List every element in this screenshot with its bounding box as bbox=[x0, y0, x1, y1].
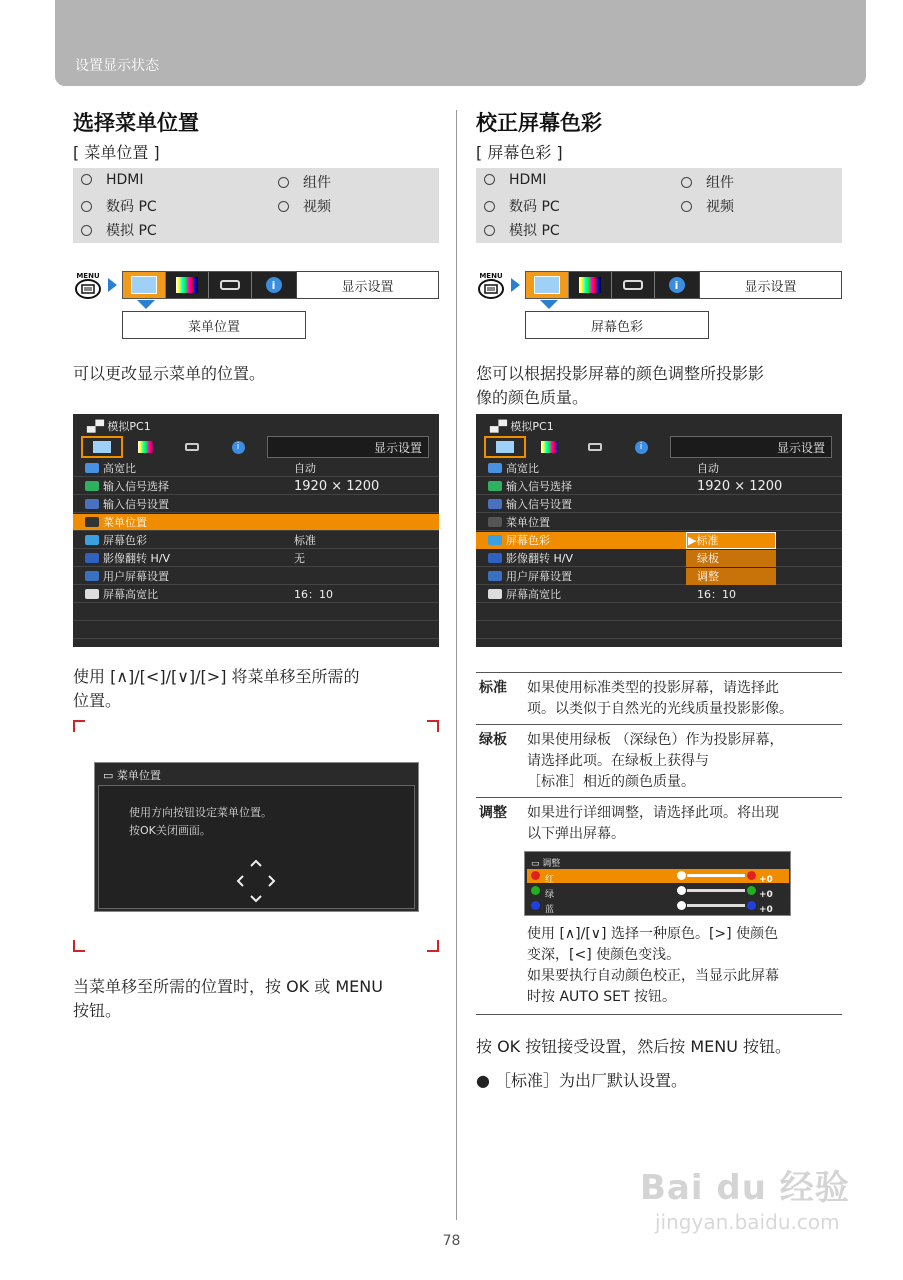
projector-icon: ▄▀ bbox=[490, 420, 511, 433]
circle-icon bbox=[484, 174, 495, 185]
color-bars-tab-icon bbox=[166, 272, 209, 298]
circle-icon bbox=[278, 177, 289, 188]
osd-projector-tab-icon bbox=[572, 436, 618, 458]
left-instruction-1: 使用 [∧]/[<]/[∨]/[>] 将菜单移至所需的 bbox=[73, 667, 360, 686]
section-title: 设置显示状态 bbox=[75, 58, 159, 74]
table-text: 以下弹出屏幕。 bbox=[527, 826, 625, 842]
table-row bbox=[476, 724, 842, 798]
green-dot-icon bbox=[747, 886, 756, 895]
bullet-icon: ● bbox=[476, 1071, 496, 1090]
osd-tab-label: 显示设置 bbox=[267, 436, 429, 458]
table-text: 请选择此项。在绿板上获得与 bbox=[527, 753, 709, 769]
watermark-logo: Bai du 经验 bbox=[640, 1168, 850, 1208]
arrow-right-icon bbox=[108, 278, 117, 292]
menu-button-icon bbox=[73, 270, 103, 300]
flip-icon bbox=[85, 553, 99, 563]
input-component: 组件 bbox=[681, 172, 734, 192]
left-final-1: 当菜单移至所需的位置时，按 OK 或 MENU bbox=[73, 977, 383, 996]
menu-position-icon bbox=[488, 517, 502, 527]
corner-mark bbox=[427, 720, 439, 732]
osd-row: 用户屏幕设置 bbox=[73, 568, 439, 585]
input-select-icon bbox=[488, 481, 502, 491]
right-bullet: ● ［标准］为出厂默认设置。 bbox=[476, 1071, 688, 1090]
projector-tab-icon bbox=[612, 272, 655, 298]
user-screen-icon bbox=[488, 571, 502, 581]
slider-knob bbox=[677, 901, 686, 910]
menu-position-dialog bbox=[94, 762, 419, 912]
osd-row: 屏幕高宽比 16：10 bbox=[73, 586, 439, 603]
osd-source: ▄▀ 模拟PC1 bbox=[87, 420, 151, 433]
display-tab-icon bbox=[123, 272, 166, 298]
circle-icon bbox=[681, 177, 692, 188]
input-digital-pc: 数码 PC bbox=[484, 196, 560, 216]
osd-row: 用户屏幕设置 调整 bbox=[476, 568, 842, 585]
table-key: 调整 bbox=[479, 805, 507, 821]
right-title: 校正屏幕色彩 bbox=[476, 111, 602, 135]
table-text: 如果使用绿板 （深绿色）作为投影屏幕， bbox=[527, 732, 784, 748]
corner-mark bbox=[73, 940, 85, 952]
input-hdmi: HDMI bbox=[81, 172, 144, 188]
osd-source: ▄▀ 模拟PC1 bbox=[490, 420, 554, 433]
circle-icon bbox=[484, 225, 495, 236]
slider-knob bbox=[677, 871, 686, 880]
input-component: 组件 bbox=[278, 172, 331, 192]
aspect-icon bbox=[488, 463, 502, 473]
right-description-2: 像的颜色质量。 bbox=[476, 388, 589, 407]
popup-row-green: 绿 +0 bbox=[527, 884, 789, 898]
adjust-note: 使用 [∧]/[∨] 选择一种原色。[>] 使颜色 bbox=[527, 926, 779, 942]
left-description: 可以更改显示菜单的位置。 bbox=[73, 364, 266, 383]
osd-row-empty bbox=[476, 604, 842, 621]
corner-mark bbox=[73, 720, 85, 732]
osd-row: 屏幕高宽比 16：10 bbox=[476, 586, 842, 603]
osd-row-selected: 屏幕色彩 ▶标准 bbox=[476, 532, 842, 549]
right-sub-label: 屏幕色彩 bbox=[525, 311, 709, 339]
osd-info-tab-icon: i bbox=[618, 436, 664, 458]
osd-menu-list bbox=[73, 460, 439, 647]
right-final: 按 OK 按钮接受设置，然后按 MENU 按钮。 bbox=[476, 1037, 792, 1056]
adjust-note: 如果要执行自动颜色校正，当显示此屏幕 bbox=[527, 968, 779, 984]
osd-color-tab-icon bbox=[123, 436, 169, 458]
down-arrow-icon bbox=[137, 300, 155, 309]
left-tab-label: 显示设置 bbox=[296, 271, 439, 299]
popup-title: ▭ 调整 bbox=[531, 859, 561, 869]
screen-aspect-icon bbox=[488, 589, 502, 599]
screen-color-icon bbox=[85, 535, 99, 545]
adjust-note: 时按 AUTO SET 按钮。 bbox=[527, 989, 677, 1005]
svg-text:MENU: MENU bbox=[479, 272, 503, 280]
slider-knob bbox=[677, 886, 686, 895]
slider-track bbox=[687, 904, 745, 907]
circle-icon bbox=[681, 201, 692, 212]
circle-icon bbox=[81, 225, 92, 236]
circle-icon bbox=[484, 201, 495, 212]
green-dot-icon bbox=[531, 886, 540, 895]
flip-icon bbox=[488, 553, 502, 563]
osd-row: 输入信号设置 bbox=[476, 496, 842, 513]
adjust-note: 变深，[<] 使颜色变浅。 bbox=[527, 947, 681, 963]
menu-position-icon bbox=[85, 517, 99, 527]
dialog-line-1: 使用方向按钮设定菜单位置。 bbox=[129, 806, 272, 819]
osd-row-empty bbox=[73, 622, 439, 639]
osd-display-tab-icon bbox=[81, 436, 123, 458]
osd-row-empty bbox=[73, 604, 439, 621]
dialog-title: ▭ 菜单位置 bbox=[103, 769, 161, 782]
display-tab-icon bbox=[526, 272, 569, 298]
left-final-2: 按钮。 bbox=[73, 1001, 122, 1020]
arrow-right-icon bbox=[511, 278, 520, 292]
osd-display-tab-icon bbox=[484, 436, 526, 458]
user-screen-icon bbox=[85, 571, 99, 581]
blue-dot-icon bbox=[747, 901, 756, 910]
circle-icon bbox=[81, 201, 92, 212]
left-title: 选择菜单位置 bbox=[73, 111, 199, 135]
osd-tab-label: 显示设置 bbox=[670, 436, 832, 458]
osd-row: 屏幕色彩 标准 bbox=[73, 532, 439, 549]
osd-projector-tab-icon bbox=[169, 436, 215, 458]
right-tab-bar bbox=[525, 271, 701, 299]
page-number: 78 bbox=[442, 1233, 461, 1249]
osd-row: 影像翻转 H/V 无 bbox=[73, 550, 439, 567]
osd-row: 高宽比 自动 bbox=[73, 460, 439, 477]
input-analog-pc: 模拟 PC bbox=[484, 220, 560, 240]
osd-row: 输入信号选择 1920 × 1200 bbox=[476, 478, 842, 495]
input-settings-icon bbox=[85, 499, 99, 509]
adjust-icon: ▭ bbox=[531, 859, 543, 869]
osd-row: 输入信号设置 bbox=[73, 496, 439, 513]
circle-icon bbox=[278, 201, 289, 212]
column-divider bbox=[456, 110, 457, 1220]
left-sub-label: 菜单位置 bbox=[122, 311, 306, 339]
menu-position-icon: ▭ bbox=[103, 769, 117, 782]
left-instruction-2: 位置。 bbox=[73, 691, 122, 710]
dialog-line-2: 按OK关闭画面。 bbox=[129, 824, 211, 837]
right-input-list bbox=[476, 168, 842, 243]
table-text: 项。以类似于自然光的光线质量投影影像。 bbox=[527, 701, 793, 717]
svg-text:MENU: MENU bbox=[76, 272, 100, 280]
table-key: 绿板 bbox=[479, 732, 507, 748]
right-tab-label: 显示设置 bbox=[699, 271, 842, 299]
osd-row: 菜单位置 bbox=[476, 514, 842, 531]
input-select-icon bbox=[85, 481, 99, 491]
table-row bbox=[476, 672, 842, 724]
left-tab-bar bbox=[122, 271, 298, 299]
info-tab-icon: i bbox=[252, 272, 295, 298]
popup-row-blue: 蓝 +0 bbox=[527, 899, 789, 913]
osd-tabs bbox=[484, 436, 666, 458]
slider-track bbox=[687, 889, 745, 892]
table-key: 标准 bbox=[479, 680, 507, 696]
aspect-icon bbox=[85, 463, 99, 473]
osd-color-tab-icon bbox=[526, 436, 572, 458]
dialog-body bbox=[98, 785, 415, 909]
watermark-url: jingyan.baidu.com bbox=[655, 1210, 840, 1234]
info-tab-icon: i bbox=[655, 272, 698, 298]
osd-row: 高宽比 自动 bbox=[476, 460, 842, 477]
left-osd-screen bbox=[73, 414, 439, 647]
osd-row: 输入信号选择 1920 × 1200 bbox=[73, 478, 439, 495]
left-subtitle: [ 菜单位置 ] bbox=[73, 143, 160, 162]
input-digital-pc: 数码 PC bbox=[81, 196, 157, 216]
down-arrow-icon bbox=[540, 300, 558, 309]
right-osd-screen bbox=[476, 414, 842, 647]
color-adjust-popup bbox=[524, 851, 791, 916]
blue-dot-icon bbox=[531, 901, 540, 910]
left-input-list bbox=[73, 168, 439, 243]
table-text: ［标准］相近的颜色质量。 bbox=[527, 774, 695, 790]
input-settings-icon bbox=[488, 499, 502, 509]
right-subtitle: [ 屏幕色彩 ] bbox=[476, 143, 563, 162]
direction-arrows-icon bbox=[235, 858, 277, 904]
corner-mark bbox=[427, 940, 439, 952]
input-video: 视频 bbox=[681, 196, 734, 216]
input-analog-pc: 模拟 PC bbox=[81, 220, 157, 240]
osd-info-tab-icon: i bbox=[215, 436, 261, 458]
table-text: 如果使用标准类型的投影屏幕，请选择此 bbox=[527, 680, 779, 696]
osd-row-empty bbox=[476, 622, 842, 639]
projector-tab-icon bbox=[209, 272, 252, 298]
red-dot-icon bbox=[531, 871, 540, 880]
red-dot-icon bbox=[747, 871, 756, 880]
table-text: 如果进行详细调整，请选择此项。将出现 bbox=[527, 805, 779, 821]
popup-row-red: 红 +0 bbox=[527, 869, 789, 883]
input-hdmi: HDMI bbox=[484, 172, 547, 188]
osd-row-selected: 菜单位置 bbox=[73, 514, 439, 531]
osd-row: 影像翻转 H/V 绿板 bbox=[476, 550, 842, 567]
screen-color-icon bbox=[488, 535, 502, 545]
screen-aspect-icon bbox=[85, 589, 99, 599]
menu-button-icon bbox=[476, 270, 506, 300]
slider-track bbox=[687, 874, 745, 877]
osd-tabs bbox=[81, 436, 263, 458]
input-video: 视频 bbox=[278, 196, 331, 216]
right-description-1: 您可以根据投影屏幕的颜色调整所投影影 bbox=[476, 364, 765, 383]
projector-icon: ▄▀ bbox=[87, 420, 108, 433]
osd-menu-list bbox=[476, 460, 842, 647]
section-header bbox=[55, 0, 866, 86]
color-bars-tab-icon bbox=[569, 272, 612, 298]
circle-icon bbox=[81, 174, 92, 185]
table-row bbox=[476, 797, 842, 1015]
